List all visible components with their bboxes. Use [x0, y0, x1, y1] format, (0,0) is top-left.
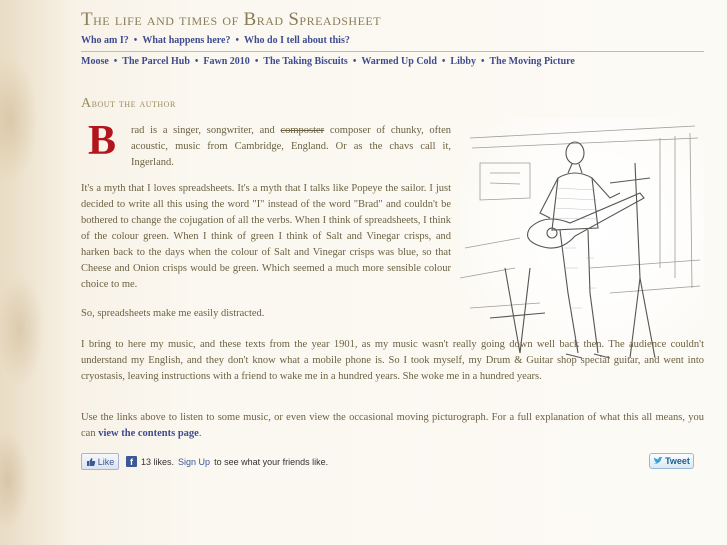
signup-description: to see what your friends like.	[214, 456, 329, 467]
section-heading	[81, 96, 176, 112]
myth-paragraph: It's a myth that I loves spreadsheets. It's a myth that I talks like Popeye the sailor. I just decided to write all this using the word "I" instead of the word "Brad" and couldn't be bothered to change the cojugation of all the verbs. When I think of spreadsheets, I think of the colour green. When I think of green I think of Salt and Vinegar crisps, and harken back to the days when the colour of Salt and Vinegar crisps was blue, so that Cheese and Onion crisps would be green. Which seemed a much more sensible colour choice to me.	[81, 183, 451, 290]
thumbs-up-icon	[86, 457, 96, 467]
nav-separator: •	[480, 56, 485, 67]
site-title-text-brad: rad	[256, 10, 289, 29]
facebook-signup-link[interactable]: Sign Up	[178, 456, 211, 467]
site-title-text-spreadsheet: preadsheet	[299, 10, 382, 29]
nav-link-who-am-i[interactable]: Who am I?	[81, 35, 129, 46]
site-title[interactable]	[81, 9, 381, 31]
author-sketch-photo	[460, 118, 704, 363]
links-text-start: Use the links above to listen to some music, or even view the occasional moving picturograph. For a full explanation of what this all means, you can	[81, 412, 704, 439]
contents-page-link[interactable]: view the contents page	[98, 428, 199, 439]
primary-nav	[81, 35, 350, 46]
drop-cap-letter: B	[88, 118, 117, 164]
paper-stain-background	[0, 0, 80, 545]
nav-link-fawn-2010[interactable]: Fawn 2010	[203, 56, 250, 67]
section-heading-cap: A	[81, 96, 92, 111]
nav-link-what-happens-here[interactable]: What happens here?	[142, 35, 231, 46]
nav-link-moving-picture[interactable]: The Moving Picture	[489, 56, 575, 67]
distracted-paragraph: So, spreadsheets make me easily distracted.	[81, 308, 265, 319]
nav-separator: •	[352, 56, 357, 67]
nav-separator: •	[441, 56, 446, 67]
tweet-button-label: Tweet	[665, 456, 690, 466]
nav-link-who-do-i-tell[interactable]: Who do I tell about this?	[244, 35, 350, 46]
twitter-bird-icon	[653, 457, 663, 465]
site-title-cap-s: S	[288, 9, 300, 30]
tweet-button[interactable]	[649, 453, 694, 469]
nav-link-taking-biscuits[interactable]: The Taking Biscuits	[263, 56, 348, 67]
nav-separator: •	[194, 56, 199, 67]
facebook-social-text	[126, 456, 328, 467]
nav-link-parcel-hub[interactable]: The Parcel Hub	[122, 56, 190, 67]
nav-separator: •	[254, 56, 259, 67]
facebook-icon: f	[126, 456, 137, 467]
nav-link-moose[interactable]: Moose	[81, 56, 109, 67]
facebook-like-button[interactable]	[81, 453, 119, 470]
site-title-text: he life and times of	[93, 10, 244, 29]
header-divider	[81, 51, 704, 52]
site-title-cap-t: T	[81, 9, 94, 30]
nav-separator: •	[113, 56, 118, 67]
music-history-paragraph: I bring to here my music, and these texts from the year 1901, as my music wasn't really going down well back then. The audience couldn't understand my English, and they don't know what a mobile phone is. So I took myself, my Drum & Guitar shop special guitar, and went into cryostasis, leaving instructions with a friend to wake me in a hundred years. She woke me in a hundred years.	[81, 339, 704, 382]
likes-count: 13 likes.	[141, 456, 175, 467]
intro-text-end: composer of chunky, often acoustic, music from Cambridge, England. Or as the chavs call it, Ingerland.	[131, 125, 451, 168]
nav-separator: •	[235, 35, 239, 46]
nav-link-warmed-up-cold[interactable]: Warmed Up Cold	[361, 56, 437, 67]
nav-link-libby[interactable]: Libby	[450, 56, 476, 67]
struck-word: composter	[280, 125, 325, 136]
secondary-nav	[81, 56, 575, 67]
intro-paragraph	[131, 123, 451, 171]
intro-text-start: rad is a singer, songwriter, and	[131, 125, 281, 136]
site-title-cap-b: B	[243, 9, 257, 30]
section-heading-text: bout the author	[91, 96, 176, 110]
nav-separator: •	[133, 35, 138, 46]
like-button-label: Like	[97, 456, 115, 467]
links-text-end: .	[198, 428, 202, 439]
links-paragraph	[81, 410, 704, 442]
